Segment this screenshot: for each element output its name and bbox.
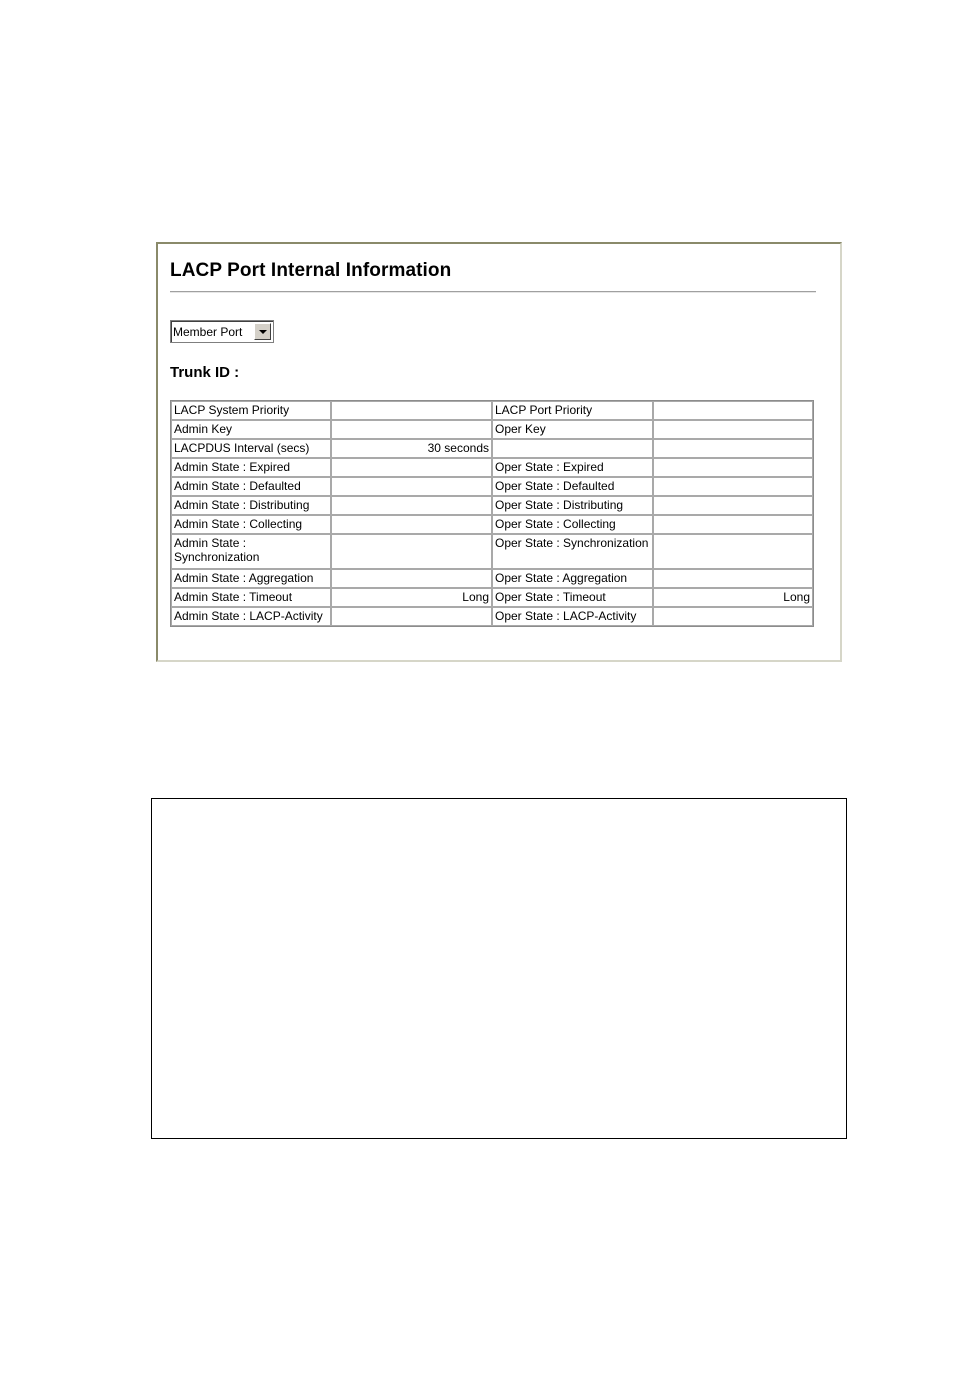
table-cell-label: Oper State : Distributing [492, 496, 653, 515]
empty-output-box [151, 798, 847, 1139]
table-cell-value [653, 515, 813, 534]
page-title: LACP Port Internal Information [170, 260, 452, 281]
lacp-info-table [170, 400, 814, 627]
table-cell-label: Admin State : Collecting [171, 515, 331, 534]
table-row [171, 496, 813, 515]
table-cell-value [653, 534, 813, 569]
table-row [171, 420, 813, 439]
table-cell-label: LACPDUS Interval (secs) [171, 439, 331, 458]
table-row [171, 588, 813, 607]
table-row [171, 458, 813, 477]
table-row [171, 534, 813, 569]
table-cell-label: Oper State : Collecting [492, 515, 653, 534]
dropdown-button[interactable] [254, 323, 271, 340]
table-cell-value [331, 607, 492, 626]
table-row [171, 439, 813, 458]
table-cell-value: Long [653, 588, 813, 607]
table-cell-value [331, 458, 492, 477]
table-row [171, 401, 813, 420]
table-cell-label: Oper State : Aggregation [492, 569, 653, 588]
table-cell-label: Admin State : Timeout [171, 588, 331, 607]
chevron-down-icon [259, 330, 267, 334]
table-row [171, 477, 813, 496]
table-cell-label: Admin Key [171, 420, 331, 439]
table-row [171, 607, 813, 626]
table-row [171, 515, 813, 534]
table-cell-value [653, 496, 813, 515]
table-cell-value [331, 496, 492, 515]
table-cell-label: LACP Port Priority [492, 401, 653, 420]
table-cell-value [331, 420, 492, 439]
table-cell-label: Oper State : Synchronization [492, 534, 653, 569]
table-cell-value [331, 534, 492, 569]
title-divider [170, 291, 816, 293]
table-cell-value: 30 seconds [331, 439, 492, 458]
table-cell-label: LACP System Priority [171, 401, 331, 420]
table-row [171, 569, 813, 588]
table-cell-value [653, 420, 813, 439]
table-cell-label [492, 439, 653, 458]
table-cell-value [653, 439, 813, 458]
table-cell-label: Oper Key [492, 420, 653, 439]
table-cell-value [653, 569, 813, 588]
lacp-port-internal-panel [156, 242, 842, 662]
table-cell-label: Oper State : Defaulted [492, 477, 653, 496]
member-port-select[interactable] [170, 320, 274, 343]
table-cell-value [331, 569, 492, 588]
table-cell-label: Admin State : Aggregation [171, 569, 331, 588]
table-cell-value: Long [331, 588, 492, 607]
table-cell-label: Oper State : Expired [492, 458, 653, 477]
table-cell-label: Admin State : Expired [171, 458, 331, 477]
table-cell-label: Oper State : Timeout [492, 588, 653, 607]
table-cell-value [653, 607, 813, 626]
table-cell-label: Admin State : Defaulted [171, 477, 331, 496]
table-cell-label: Admin State : Distributing [171, 496, 331, 515]
trunk-id-label: Trunk ID : [170, 364, 240, 381]
table-cell-value [653, 401, 813, 420]
table-cell-label: Oper State : LACP-Activity [492, 607, 653, 626]
table-cell-value [653, 458, 813, 477]
table-cell-value [653, 477, 813, 496]
table-cell-label: Admin State : Synchronization [171, 534, 331, 569]
member-port-select-value: Member Port [173, 325, 243, 339]
table-cell-value [331, 515, 492, 534]
table-cell-label: Admin State : LACP-Activity [171, 607, 331, 626]
table-cell-value [331, 477, 492, 496]
table-cell-value [331, 401, 492, 420]
